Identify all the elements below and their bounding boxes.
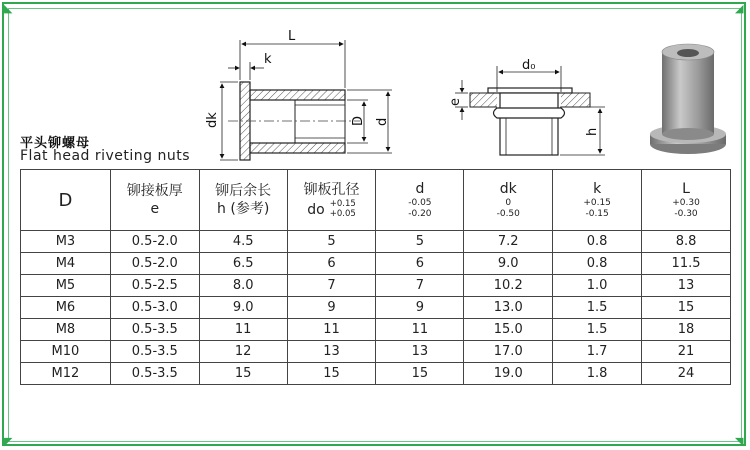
cell-size: M5 <box>21 275 111 297</box>
dim-label-L: L <box>288 29 296 44</box>
cell-dk: 9.0 <box>464 253 553 275</box>
cell-h: 11 <box>199 319 287 341</box>
dim-label-k: k <box>264 52 272 67</box>
cell-k: 0.8 <box>553 231 642 253</box>
cell-e: 0.5-3.5 <box>110 363 199 385</box>
cell-h: 9.0 <box>199 297 287 319</box>
cell-d: 11 <box>376 319 464 341</box>
cell-h: 12 <box>199 341 287 363</box>
nut-3d-image <box>650 44 726 154</box>
cell-k: 0.8 <box>553 253 642 275</box>
cell-d: 15 <box>376 363 464 385</box>
table-row <box>21 231 731 253</box>
title-chinese: 平头铆螺母 <box>20 136 91 151</box>
cell-k: 1.5 <box>553 297 642 319</box>
cell-L: 21 <box>642 341 731 363</box>
cell-dk: 19.0 <box>464 363 553 385</box>
cell-dk: 10.2 <box>464 275 553 297</box>
cell-do: 11 <box>287 319 376 341</box>
table-header-row <box>21 170 731 231</box>
corner-mark-bottom-left: ◤ <box>4 435 13 448</box>
cell-size: M12 <box>21 363 111 385</box>
header-e: 铆接板厚 e <box>110 170 199 231</box>
corner-mark-bottom-right: ◥ <box>735 435 744 448</box>
table-row <box>21 297 731 319</box>
cell-size: M10 <box>21 341 111 363</box>
cell-do: 5 <box>287 231 376 253</box>
dim-label-d: d <box>375 117 390 126</box>
cell-L: 15 <box>642 297 731 319</box>
cell-e: 0.5-2.5 <box>110 275 199 297</box>
cell-dk: 13.0 <box>464 297 553 319</box>
cell-L: 18 <box>642 319 731 341</box>
cell-size: M4 <box>21 253 111 275</box>
cell-e: 0.5-3.0 <box>110 297 199 319</box>
installed-drawing <box>448 58 605 155</box>
cell-L: 24 <box>642 363 731 385</box>
table-row <box>21 319 731 341</box>
header-D: D <box>21 170 111 231</box>
cell-h: 4.5 <box>199 231 287 253</box>
cell-d: 6 <box>376 253 464 275</box>
cell-dk: 17.0 <box>464 341 553 363</box>
cell-L: 11.5 <box>642 253 731 275</box>
cell-k: 1.0 <box>553 275 642 297</box>
cell-e: 0.5-3.5 <box>110 341 199 363</box>
dim-label-D: D <box>351 115 366 126</box>
spec-table <box>20 169 731 385</box>
header-dk: dk 0 -0.50 <box>464 170 553 231</box>
cell-do: 6 <box>287 253 376 275</box>
cell-e: 0.5-2.0 <box>110 231 199 253</box>
dim-label-h: h <box>585 127 600 136</box>
dim-label-e: e <box>448 98 463 106</box>
cell-L: 13 <box>642 275 731 297</box>
cell-dk: 15.0 <box>464 319 553 341</box>
header-k: k +0.15 -0.15 <box>553 170 642 231</box>
table-row <box>21 253 731 275</box>
header-L: L +0.30 -0.30 <box>642 170 731 231</box>
cell-k: 1.5 <box>553 319 642 341</box>
cell-size: M3 <box>21 231 111 253</box>
cell-dk: 7.2 <box>464 231 553 253</box>
header-d: d -0.05 -0.20 <box>376 170 464 231</box>
dim-label-d0: d₀ <box>522 58 536 73</box>
cell-d: 9 <box>376 297 464 319</box>
technical-drawings <box>0 0 750 170</box>
title-english: Flat head riveting nuts <box>20 148 191 164</box>
table-row <box>21 341 731 363</box>
table-row <box>21 275 731 297</box>
header-do: 铆板孔径 do +0.15 +0.05 <box>287 170 376 231</box>
cell-d: 13 <box>376 341 464 363</box>
cell-d: 7 <box>376 275 464 297</box>
cell-do: 9 <box>287 297 376 319</box>
cell-size: M6 <box>21 297 111 319</box>
cell-k: 1.7 <box>553 341 642 363</box>
corner-mark-top-right: ◢ <box>735 2 744 15</box>
header-h: 铆后余长 h (参考) <box>199 170 287 231</box>
cell-e: 0.5-3.5 <box>110 319 199 341</box>
cell-L: 8.8 <box>642 231 731 253</box>
cell-e: 0.5-2.0 <box>110 253 199 275</box>
cell-do: 13 <box>287 341 376 363</box>
cell-do: 7 <box>287 275 376 297</box>
cell-do: 15 <box>287 363 376 385</box>
cell-k: 1.8 <box>553 363 642 385</box>
cell-h: 15 <box>199 363 287 385</box>
nut-section-drawing <box>205 29 392 160</box>
dim-label-dk: dk <box>205 112 220 128</box>
table-row <box>21 363 731 385</box>
cell-h: 8.0 <box>199 275 287 297</box>
cell-size: M8 <box>21 319 111 341</box>
corner-mark-top-left: ◣ <box>4 2 13 15</box>
cell-h: 6.5 <box>199 253 287 275</box>
cell-d: 5 <box>376 231 464 253</box>
